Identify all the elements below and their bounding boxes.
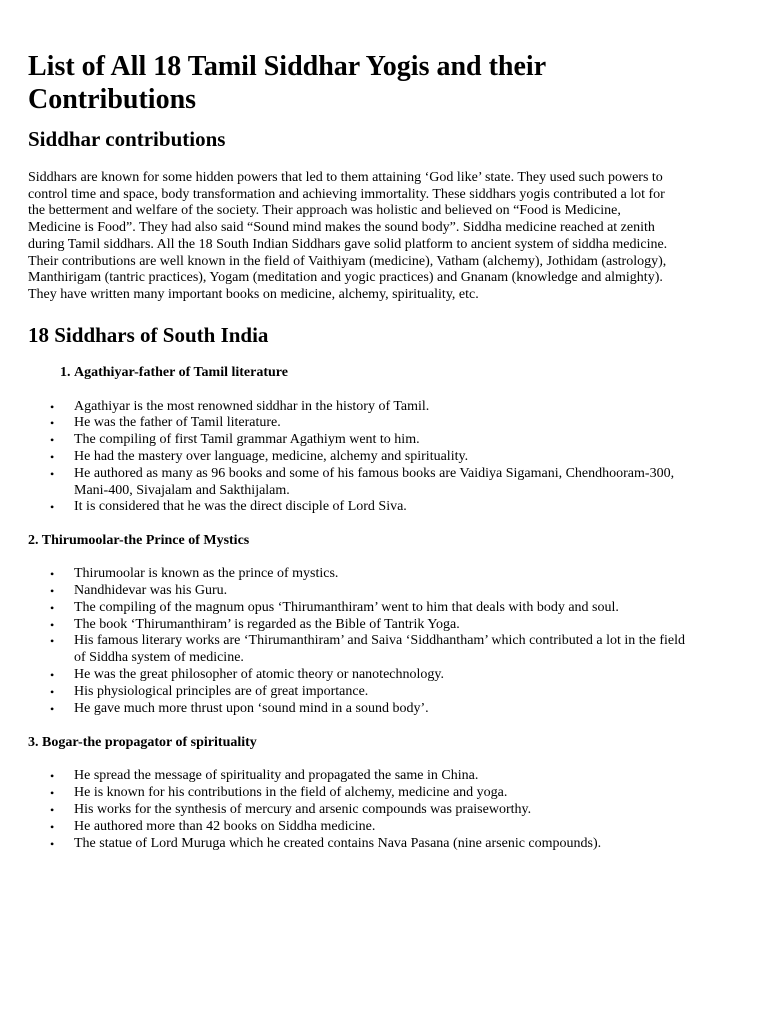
contributions-heading: Siddhar contributions <box>28 127 226 151</box>
list-item: • The compiling of first Tamil grammar Agathiym went to him. <box>74 432 694 449</box>
siddhar-1-points <box>28 399 694 517</box>
list-item: • He was the great philosopher of atomic theory or nanotechnology. <box>74 667 694 684</box>
siddhar-3-heading: 3. Bogar-the propagator of spirituality <box>28 735 257 751</box>
list-item: • Thirumoolar is known as the prince of mystics. <box>74 566 694 583</box>
list-item: • It is considered that he was the direct disciple of Lord Siva. <box>74 499 694 516</box>
list-item: • He authored as many as 96 books and some of his famous books are Vaidiya Sigamani, Chendhooram-300, Mani-400, Sivajalam and Sakthijalam. <box>74 466 694 500</box>
list-item: • The compiling of the magnum opus ‘Thirumanthiram’ went to him that deals with body and soul. <box>74 600 694 617</box>
list-item: • His famous literary works are ‘Thirumanthiram’ and Saiva ‘Siddhantham’ which contributed a lot in the field of Siddha system of medicine. <box>74 633 694 667</box>
list-item: • His works for the synthesis of mercury and arsenic compounds was praiseworthy. <box>74 802 694 819</box>
list-item: • He gave much more thrust upon ‘sound mind in a sound body’. <box>74 701 694 718</box>
list-item: • Nandhidevar was his Guru. <box>74 583 694 600</box>
list-item: • He is known for his contributions in the field of alchemy, medicine and yoga. <box>74 785 694 802</box>
numbered-list <box>28 364 740 381</box>
list-item: • The book ‘Thirumanthiram’ is regarded as the Bible of Tantrik Yoga. <box>74 617 694 634</box>
siddhar-3-points <box>28 768 694 852</box>
siddhar-2-points <box>28 566 694 717</box>
siddhar-2-heading: 2. Thirumoolar-the Prince of Mystics <box>28 533 250 549</box>
list-item: • His physiological principles are of great importance. <box>74 684 694 701</box>
list-item: • He was the father of Tamil literature. <box>74 415 694 432</box>
page-title: List of All 18 Tamil Siddhar Yogis and their Contributions <box>28 51 546 115</box>
siddhar-1-heading: 1. Agathiyar-father of Tamil literature <box>74 364 740 381</box>
list-item: • He had the mastery over language, medicine, alchemy and spirituality. <box>74 449 694 466</box>
list-item: • The statue of Lord Muruga which he created contains Nava Pasana (nine arsenic compounds). <box>74 836 694 853</box>
south-india-heading: 18 Siddhars of South India <box>28 322 269 347</box>
list-item: • He spread the message of spirituality and propagated the same in China. <box>74 768 694 785</box>
intro-paragraph: Siddhars are known for some hidden powers that led to them attaining ‘God like’ state. They used such powers to control time and space, body transformation and achieving immortality. These siddhars yogis contributed a lot for the betterment and welfare of the society. Their approach was holistic and believed on “Food is Medicine, Medicine is Food”. They had also said “Sound mind makes the sound body”. Siddha medicine reached at zenith during Tamil siddhars. All the 18 South Indian Siddhars gave solid platform to ancient system of siddha medicine. Their contributions are well known in the field of Vaithiyam (medicine), Vatham (alchemy), Jothidam (astrology), Manthirigam (tantric practices), Yogam (meditation and yogic practices) and Gnanam (knowledge and almighty). They have written many important books on medicine, alchemy, spirituality, etc. <box>28 170 668 302</box>
list-item: • He authored more than 42 books on Siddha medicine. <box>74 819 694 836</box>
list-item: • Agathiyar is the most renowned siddhar in the history of Tamil. <box>74 399 694 416</box>
